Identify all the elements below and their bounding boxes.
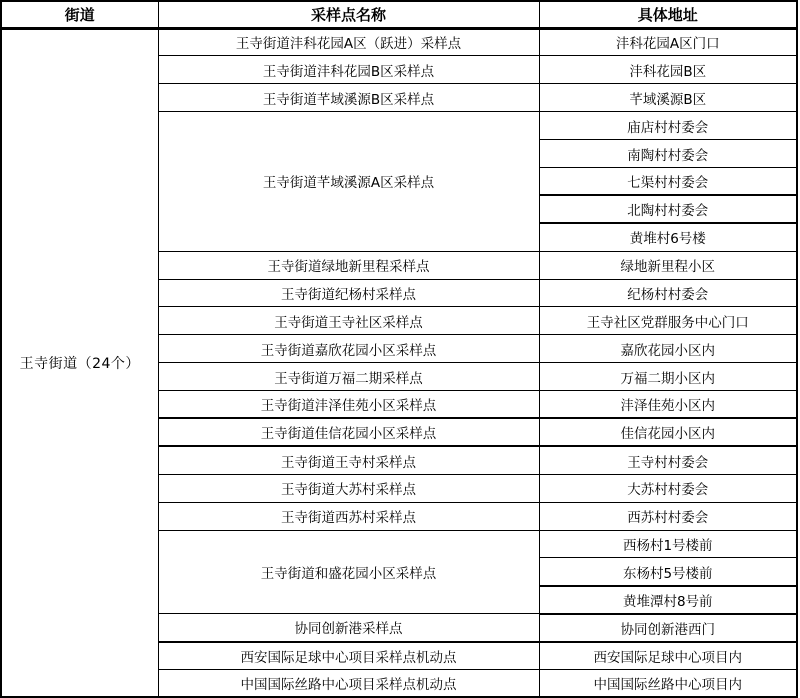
site-name-cell: 王寺街道大苏村采样点 [158,474,539,502]
header-cell-site-name: 采样点名称 [158,1,539,28]
address-cell: 西杨村1号楼前 [539,530,797,558]
address-cell: 七渠村村委会 [539,167,797,195]
street-cell: 王寺街道（24个） [1,28,158,697]
site-name-cell: 王寺街道芊域溪源B区采样点 [158,84,539,112]
site-name-cell: 中国国际丝路中心项目采样点机动点 [158,669,539,697]
address-cell: 王寺社区党群服务中心门口 [539,307,797,335]
address-cell: 西安国际足球中心项目内 [539,642,797,670]
site-name-cell: 王寺街道西苏村采样点 [158,502,539,530]
site-name-cell: 王寺街道沣科花园B区采样点 [158,56,539,84]
address-cell: 北陶村村委会 [539,195,797,223]
site-name-cell: 王寺街道和盛花园小区采样点 [158,530,539,614]
address-cell: 佳信花园小区内 [539,418,797,446]
site-name-cell: 王寺街道佳信花园小区采样点 [158,418,539,446]
address-cell: 中国国际丝路中心项目内 [539,669,797,697]
site-name-cell: 王寺街道王寺社区采样点 [158,307,539,335]
header-cell-street: 街道 [1,1,158,28]
address-cell: 庙店村村委会 [539,112,797,140]
address-cell: 黄堆村6号楼 [539,223,797,251]
address-cell: 沣科花园B区 [539,56,797,84]
site-name-cell: 王寺街道嘉欣花园小区采样点 [158,335,539,363]
site-name-cell: 王寺街道沣泽佳苑小区采样点 [158,391,539,419]
table-row [1,28,797,56]
address-cell: 大苏村村委会 [539,474,797,502]
address-cell: 沣泽佳苑小区内 [539,391,797,419]
address-cell: 芊域溪源B区 [539,84,797,112]
address-cell: 西苏村村委会 [539,502,797,530]
site-name-cell: 协同创新港采样点 [158,614,539,642]
site-name-cell: 王寺街道王寺村采样点 [158,446,539,474]
address-cell: 东杨村5号楼前 [539,558,797,586]
site-name-cell: 王寺街道沣科花园A区（跃进）采样点 [158,28,539,56]
address-cell: 万福二期小区内 [539,363,797,391]
address-cell: 纪杨村村委会 [539,279,797,307]
address-cell: 王寺村村委会 [539,446,797,474]
address-cell: 南陶村村委会 [539,140,797,168]
site-name-cell: 王寺街道万福二期采样点 [158,363,539,391]
header-cell-address: 具体地址 [539,1,797,28]
table-body [1,28,797,697]
site-name-cell: 王寺街道芊域溪源A区采样点 [158,112,539,251]
site-name-cell: 王寺街道绿地新里程采样点 [158,251,539,279]
address-cell: 嘉欣花园小区内 [539,335,797,363]
header-row [1,1,797,28]
address-cell: 沣科花园A区门口 [539,28,797,56]
address-cell: 黄堆潭村8号前 [539,586,797,614]
site-name-cell: 王寺街道纪杨村采样点 [158,279,539,307]
address-cell: 绿地新里程小区 [539,251,797,279]
address-cell: 协同创新港西门 [539,614,797,642]
site-name-cell: 西安国际足球中心项目采样点机动点 [158,642,539,670]
